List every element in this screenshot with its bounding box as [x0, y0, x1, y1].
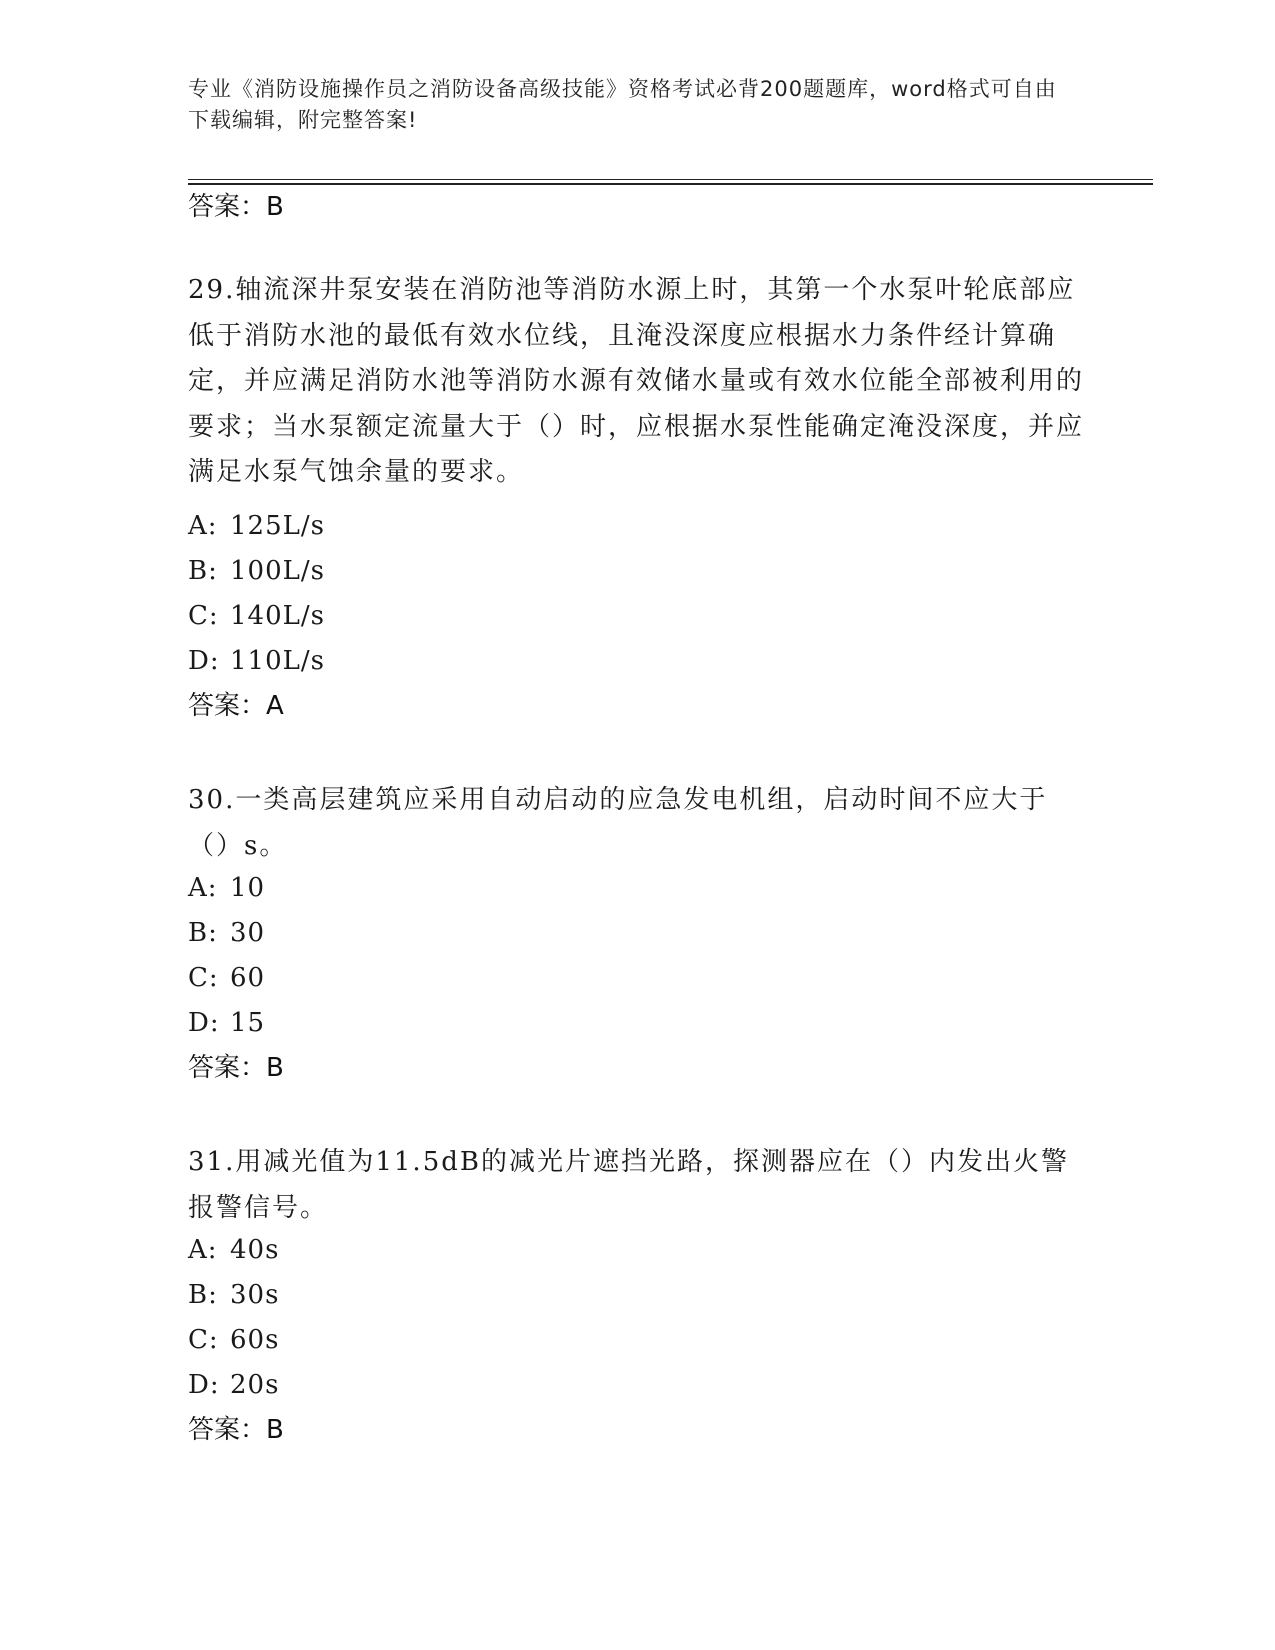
option-value: 15: [230, 1008, 266, 1038]
option-key: C:: [188, 601, 219, 631]
header-divider-thick: [188, 183, 1153, 185]
option-key: D:: [188, 646, 220, 676]
option-value: 125L/s: [230, 511, 325, 541]
option-key: A:: [188, 1235, 218, 1265]
question-29-option-c: [188, 600, 325, 632]
option-key: D:: [188, 1370, 220, 1400]
question-30-option-a: [188, 872, 265, 904]
question-29-option-b: [188, 555, 325, 587]
question-29-answer: 答案：A: [188, 691, 284, 721]
option-value: 100L/s: [230, 556, 325, 586]
question-31-text: 31.用减光值为11.5dB的减光片遮挡光路，探测器应在（）内发出火警报警信号。: [188, 1147, 1069, 1223]
option-key: D:: [188, 1008, 220, 1038]
option-value: 10: [230, 873, 266, 903]
option-value: 40s: [230, 1235, 280, 1265]
question-30-text: 30.一类高层建筑应采用自动启动的应急发电机组，启动时间不应大于（）s。: [188, 785, 1048, 861]
option-value: 60s: [230, 1325, 280, 1355]
question-30-option-d: [188, 1007, 265, 1039]
option-key: A:: [188, 873, 218, 903]
question-30-option-c: [188, 962, 265, 994]
header-divider-thin: [188, 179, 1153, 180]
question-29-option-d: [188, 645, 325, 677]
question-31-option-a: [188, 1234, 279, 1266]
option-key: C:: [188, 963, 219, 993]
question-29-text: 29.轴流深井泵安装在消防池等消防水源上时，其第一个水泵叶轮底部应低于消防水池的最低有效水位线，且淹没深度应根据水力条件经计算确定，并应满足消防水池等消防水源有效储水量或有效水位能全部被利用的要求；当水泵额定流量大于（）时，应根据水泵性能确定淹没深度，并应满足水泵气蚀余量的要求。: [188, 275, 1085, 487]
option-key: B:: [188, 1280, 218, 1310]
question-31-option-c: [188, 1324, 279, 1356]
previous-answer: 答案：B: [188, 192, 284, 222]
option-key: B:: [188, 556, 218, 586]
question-30-option-b: [188, 917, 265, 949]
option-value: 20s: [230, 1370, 280, 1400]
document-header: 专业《消防设施操作员之消防设备高级技能》资格考试必背200题题库，word格式可自由下载编辑，附完整答案!: [188, 77, 1057, 132]
option-value: 110L/s: [230, 646, 325, 676]
option-value: 60: [230, 963, 266, 993]
question-29-option-a: [188, 510, 325, 542]
option-key: B:: [188, 918, 218, 948]
question-31-option-b: [188, 1279, 279, 1311]
option-value: 140L/s: [230, 601, 325, 631]
question-31-answer: 答案：B: [188, 1415, 284, 1445]
option-value: 30s: [230, 1280, 280, 1310]
option-key: A:: [188, 511, 218, 541]
option-key: C:: [188, 1325, 219, 1355]
option-value: 30: [230, 918, 266, 948]
question-31-option-d: [188, 1369, 279, 1401]
question-30-answer: 答案：B: [188, 1053, 284, 1083]
